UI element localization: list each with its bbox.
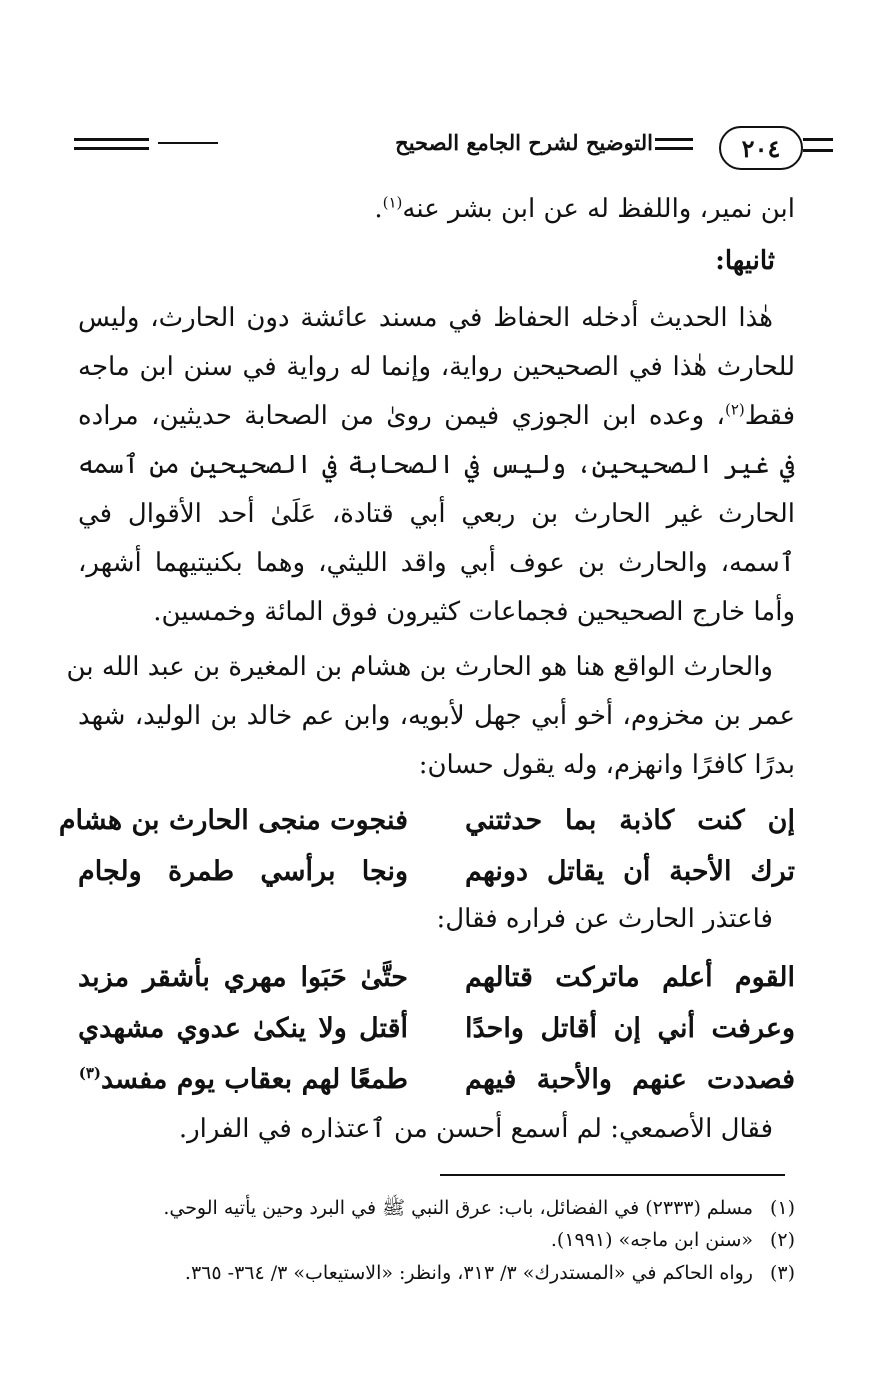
section-heading: ثانيها: [715,246,775,276]
page-header [60,122,803,172]
verse-line [78,856,795,890]
footnote-number: (٣) [769,1262,795,1284]
footnote-ref: (١) [382,193,403,212]
footnote-text: مسلم (٢٣٣٣) في الفضائل، باب: عرق النبي ﷺ في البرد وحين يأتيه الوحي. [163,1197,753,1219]
text-line: فقال الأصمعي: لم أسمع أحسن من ٱعتذاره في الفرار. [178,1114,773,1144]
verse-first-hemistich: وعرفت أني إن أقاتل واحدًا [465,1013,795,1044]
text-line: بدرًا كافرًا وانهزم، وله يقول حسان: [418,750,795,780]
text-line: هٰذا الحديث أدخله الحفاظ في مسند عائشة دون الحارث، وليس [78,303,773,333]
text-span: فقط [744,401,795,431]
text-line: فاعتذر الحارث عن فراره فقال: [436,904,773,934]
header-rule-left [74,138,149,150]
text-span: طمعًا لهم بعقاب يوم مفسد [101,1064,408,1095]
verse-line [78,1013,795,1047]
text-line [78,400,795,431]
text-span: ابن نمير، واللفظ له عن ابن بشر عنه [402,194,795,224]
verse-second-hemistich [78,1064,408,1095]
text-line: والحارث الواقع هنا هو الحارث بن هشام بن المغيرة بن عبد الله بن [66,652,773,682]
footnote-ref: (٣) [78,1064,101,1082]
header-rule-mid [158,142,218,144]
footnote-text: رواه الحاكم في «المستدرك» ٣/ ٣١٣، وانظر: «الاستيعاب» ٣/ ٣٦٤- ٣٦٥. [184,1262,753,1284]
footnote-number: (١) [769,1197,795,1219]
footnote-ref: (٢) [724,400,745,419]
text-line: الحارث غير الحارث بن ربعي أبي قتادة، عَلَىٰ أحد الأقوال في [78,499,795,529]
page-number: ٢٠٤ [719,126,803,170]
text-line [78,193,795,224]
verse-second-hemistich: فنجوت منجى الحارث بن هشام [58,805,408,836]
verse-first-hemistich: القوم أعلم ماتركت قتالهم [465,962,795,993]
text-line: في غير الصحيحين، وليس في الصحابة في الصحيحين من ٱسمه [78,450,795,480]
text-line: ٱسمه، والحارث بن عوف أبي واقد الليثي، وهما بكنيتيهما أشهر، [78,548,795,578]
verse-second-hemistich: أقتل ولا ينكىٰ عدوي مشهدي [78,1013,408,1044]
verse-second-hemistich: ونجا برأسي طمرة ولجام [78,856,408,887]
ornament-right [803,138,833,152]
footnote [60,1196,795,1224]
running-title: التوضيح لشرح الجامع الصحيح [395,130,653,155]
verse-line [78,1064,795,1098]
footnote-text: «سنن ابن ماجه» (١٩٩١). [550,1229,753,1251]
text-span: . [374,194,383,224]
header-rule-right [655,138,693,150]
verse-first-hemistich: إن كنت كاذبة بما حدثتني [465,805,795,836]
verse-first-hemistich: فصددت عنهم والأحبة فيهم [465,1064,795,1095]
text-line: عمر بن مخزوم، أخو أبي جهل لأبويه، وابن عم خالد بن الوليد، شهد [78,701,795,731]
text-line: للحارث هٰذا في الصحيحين رواية، وإنما له رواية في سنن ابن ماجه [78,352,795,382]
verse-second-hemistich: حتَّىٰ حَبَوا مهري بأشقر مزبد [78,962,408,993]
text-line: وأما خارج الصحيحين فجماعات كثيرون فوق المائة وخمسين. [153,597,795,627]
verse-first-hemistich: ترك الأحبة أن يقاتل دونهم [465,856,795,887]
footnote-number: (٢) [769,1229,795,1251]
footnote [60,1229,795,1251]
text-span: ، وعده ابن الجوزي فيمن روىٰ من الصحابة حديثين، مراده [78,401,725,431]
verse-line [78,962,795,996]
verse-line [58,805,795,839]
footnote [60,1262,795,1284]
footnote-separator [440,1174,785,1176]
